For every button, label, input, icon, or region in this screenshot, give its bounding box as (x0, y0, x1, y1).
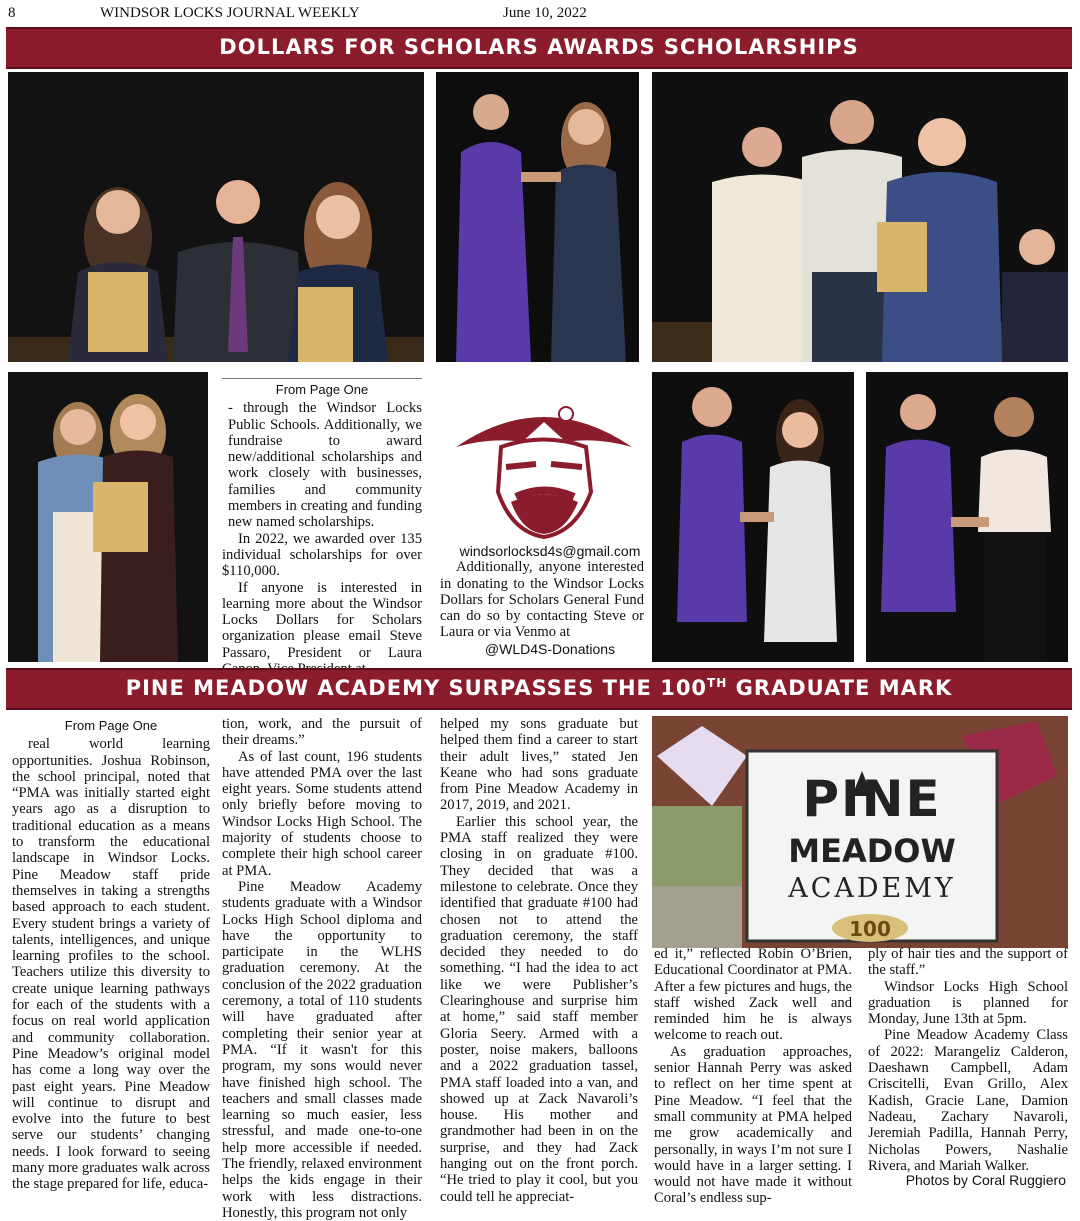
photo-handshake-graduate (866, 372, 1068, 662)
story2-paragraph: helped my sons graduate but helped them find a career to start their adult lives,” stated Jen Keane who had sons graduate from Pine Meadow Academy in 2017, 2019, and 2021. (440, 716, 638, 814)
headline-banner-scholarships (6, 27, 1072, 69)
column-rule (222, 378, 422, 379)
photo-purple-handshake (436, 72, 639, 362)
story2-paragraph: Earlier this school year, the PMA staff realized they were closing in on graduate #100. They decided that was a milestone to celebrate. Once they identified that graduate #100 had chosen not to attend the graduation ceremony, the staff decided they needed to do something. “I had the idea to act like we were Publisher’s Clearinghouse and surprise him at home,” said staff member Gloria Seery. Armed with a poster, noise makers, balloons and a 2022 graduation tassel, PMA staff loaded into a van, and showed up at Zack Navaroli’s house. His mother and grandmother had been in on the surprise, and they had Zack hanging out on the front porch. “He tried to play it cool, but you could tell he appreciat- (440, 813, 638, 1205)
story1-paragraph: Additionally, anyone interested in donating to the Windsor Locks Dollars for Scholars General Fund can do so by contacting Steve or Laura or via Venmo at (440, 559, 644, 641)
photo-award-trio (8, 72, 424, 362)
purple-dress (456, 142, 531, 362)
story2-paragraph: Windsor Locks High School graduation is planned for Monday, June 13th at 5pm. (868, 978, 1068, 1028)
story-pma-column-1 (12, 718, 210, 1193)
headline-banner-pine-meadow (6, 668, 1072, 710)
story-pma-column-2 (222, 716, 422, 1221)
from-page-one-label: From Page One (64, 718, 158, 733)
story1-paragraph: - through the Windsor Locks Public Schools. Additionally, we fundraise to award new/additional scholarships and work closely with businesses, families and community members in creating and funding new named scholarships. (228, 400, 422, 531)
story2-paragraph: As of last count, 196 students have attended PMA over the last eight years. Some students attend only briefly before moving to Windsor Locks High School. The majority of students choose to complete their high school career at PMA. (222, 748, 422, 879)
venmo-handle: @WLD4S-Donations (484, 640, 616, 657)
photo-credit: Photos by Coral Ruggiero (905, 1172, 1066, 1188)
sign-line-academy: ACADEMY (788, 873, 956, 904)
page-header (0, 0, 1080, 26)
publication-name: WINDSOR LOCKS JOURNAL WEEKLY (100, 5, 360, 21)
sign-line-meadow: MEADOW (788, 832, 956, 870)
story-pma-column-3 (440, 716, 638, 1205)
photo-two-students (8, 372, 208, 662)
page-number: 8 (8, 5, 16, 21)
story2-paragraph: real world learning opportunities. Joshua Robinson, the school principal, noted that “PMA was initially started eight years ago as a disruption to traditional education as a means to transform the educational landscape in Windsor Locks. Pine Meadow staff pride themselves in taking a strengths based approach to each student. Every student brings a variety of talents, intelligences, and unique learning profiles to the school. Teachers utilize this diversity to create unique learning pathways for each of the students with a focus on real world application and community collaboration. Pine Meadow’s original model has come a long way over the past eight years. Pine Meadow will continue to disrupt and evolve into the future to best serve our students’ changing needs. I look forward to seeing many more graduates walk across the stage prepared for life, educa- (12, 736, 210, 1193)
story2-paragraph: As graduation approaches, senior Hannah Perry was asked to reflect on her time spent at Pine Meadow. “I feel that the small community at PMA helped me grow academically and personally, in ways I’m not sure I would have in a larger setting. I would not have made it without Coral’s endless sup- (654, 1043, 852, 1207)
story2-paragraph: Pine Meadow Academy Class of 2022: Marangeliz Calderon, Daeshawn Campbell, Adam Criscitelli, Evan Grillo, Alex Kadish, Gracie Lane, Damion Nadeau, Zachary Navaroli, Jeremiah Padilla, Hannah Perry, Nicholas Powers, Nashalie Rivera, and Mariah Walker. (868, 1027, 1068, 1174)
photo-purple-handshake-2 (652, 372, 854, 662)
issue-date: June 10, 2022 (503, 5, 587, 21)
from-page-one-label: From Page One (275, 382, 369, 397)
story-scholarships-column-2 (440, 543, 644, 657)
story2-paragraph: ed it,” reflected Robin O’Brien, Educational Coordinator at PMA. After a few pictures and hugs, the staff wished Zack well and reminded him he is always welcome to reach out. (654, 946, 852, 1044)
contact-email: windsorlocksd4s@gmail.com (459, 543, 641, 559)
sign-line-pine: PINE (802, 770, 942, 828)
story-scholarships-column (222, 378, 422, 677)
photo-grandparents (652, 72, 1068, 362)
story1-paragraph: If anyone is interested in learning more about the Windsor Locks Dollars for Scholars organization please email Steve Passaro, President or Laura (222, 579, 422, 661)
story-pma-column-5 (868, 946, 1068, 1174)
story2-paragraph: tion, work, and the pursuit of their dreams.” (222, 716, 422, 749)
photo-pine-meadow-sign (652, 716, 1068, 948)
pirate-mascot-logo (446, 392, 642, 540)
story2-paragraph: ply of hair ties and the support of the staff.” (868, 946, 1068, 979)
story1-paragraph: In 2022, we awarded over 135 individual scholarships for over $110,000. (222, 530, 422, 580)
headline-scholarships: DOLLARS FOR SCHOLARS AWARDS SCHOLARSHIPS (219, 35, 859, 59)
story2-paragraph: Pine Meadow Academy students graduate with a Windsor Locks High School diploma and have the opportunity to participate in the WLHS graduation ceremony. At the conclusion of the 2022 graduation ceremony, a total of 110 students will have graduated after completing their senior year at PMA. “If it wasn't for this program, my sons would never have finished high school. The teachers and small classes made learning so much easier, less stressful, and made one-to-one help more accessible if needed. The friendly, relaxed environment helps the kids engage in their work with less distractions. Honestly, this program not only (222, 878, 422, 1221)
headline-pine-meadow: PINE MEADOW ACADEMY SURPASSES THE 100TH GRADUATE MARK (125, 676, 953, 700)
story-pma-column-4 (654, 946, 852, 1207)
sign-badge-100: 100 (849, 917, 891, 941)
